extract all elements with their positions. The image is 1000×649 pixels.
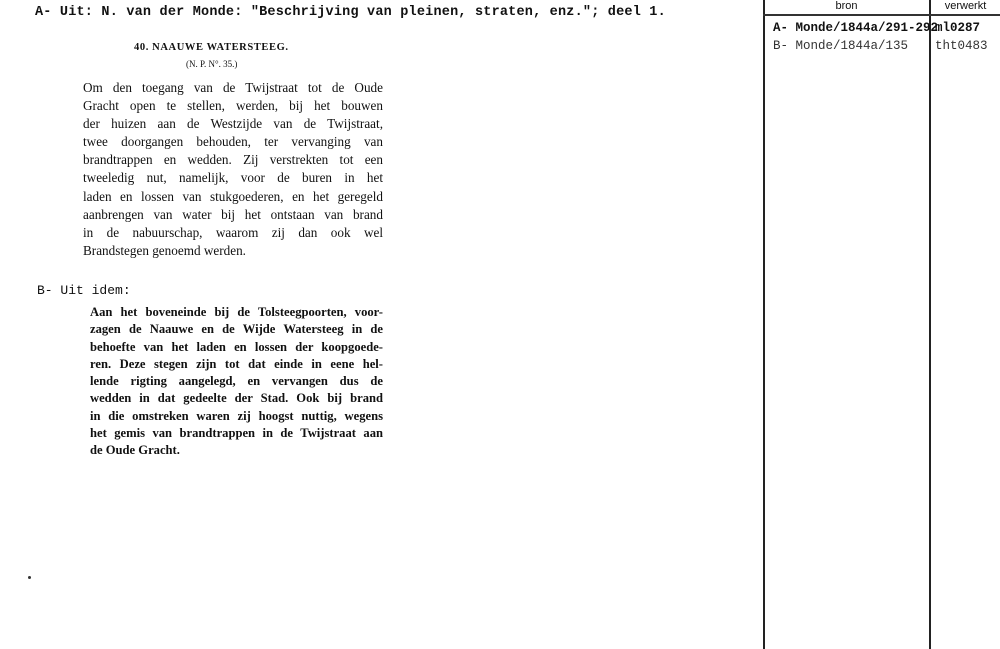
text-line: Om den toegang van de Twijstraat tot de Oude — [83, 80, 383, 95]
text-line: Gracht open te stellen, werden, bij het bouwen — [83, 98, 383, 114]
source-b-heading: B- Uit idem: — [37, 283, 131, 298]
source-a-text — [83, 79, 383, 260]
text-line: Brandstegen genoemd werden. — [83, 242, 246, 258]
text-line: Aan het boveneinde bij de Tolsteegpoorten, voor- — [90, 305, 383, 319]
verwerkt-row-b: tht0483 — [935, 39, 988, 53]
table-header-rule — [763, 14, 1000, 16]
scan-speck — [28, 576, 31, 579]
text-line: het gemis van brandtrappen in de Twijstraat aan — [90, 426, 383, 441]
text-line: aanbrengen van water bij het ontstaan van brand — [83, 206, 383, 222]
text-line: laden en lossen van stukgoederen, en het geregeld — [83, 188, 383, 204]
text-line: behoefte van het laden en lossen der koopgoede- — [90, 339, 383, 354]
text-line: wedden in dat gedeelte der Stad. Ook bij brand — [90, 391, 383, 406]
text-line: der huizen aan de Westzijde van de Twijstraat, — [83, 116, 383, 132]
bron-row-b: B- Monde/1844a/135 — [773, 39, 909, 53]
text-line: in die omstreken waren zij hoogst nuttig, wegens — [90, 408, 383, 423]
text-line: zagen de Naauwe en de Wijde Watersteeg in de — [90, 322, 383, 337]
verwerkt-row-a: ml0287 — [935, 21, 981, 35]
bron-row-a: A- Monde/1844a/291-292 — [773, 21, 939, 35]
text-line: lende rigting aangelegd, en vervangen dus de — [90, 374, 383, 389]
text-line: brandtrappen en wedden. Zij verstrekten tot een — [83, 152, 383, 168]
table-column-divider — [929, 0, 931, 649]
table-left-border — [763, 0, 765, 649]
source-a-heading: A- Uit: N. van der Monde: "Beschrijving van pleinen, straten, enz."; deel 1. — [35, 5, 666, 20]
entry-subtitle: (N. P. N°. 35.) — [186, 59, 238, 69]
text-line: de Oude Gracht. — [90, 443, 180, 458]
text-line: twee doorgangen behouden, ter vervanging van — [83, 134, 383, 150]
entry-title: 40. NAAUWE WATERSTEEG. — [134, 42, 289, 53]
text-line: ren. Deze stegen zijn tot dat einde in eene hel- — [90, 356, 383, 371]
header-verwerkt: verwerkt — [944, 0, 987, 12]
source-b-text — [90, 304, 383, 460]
header-bron: bron — [835, 0, 858, 12]
text-line: tweeledig nut, namelijk, voor de buren in het — [83, 170, 383, 186]
text-line: in de nabuurschap, waarom zij dan ook wel — [83, 224, 383, 240]
